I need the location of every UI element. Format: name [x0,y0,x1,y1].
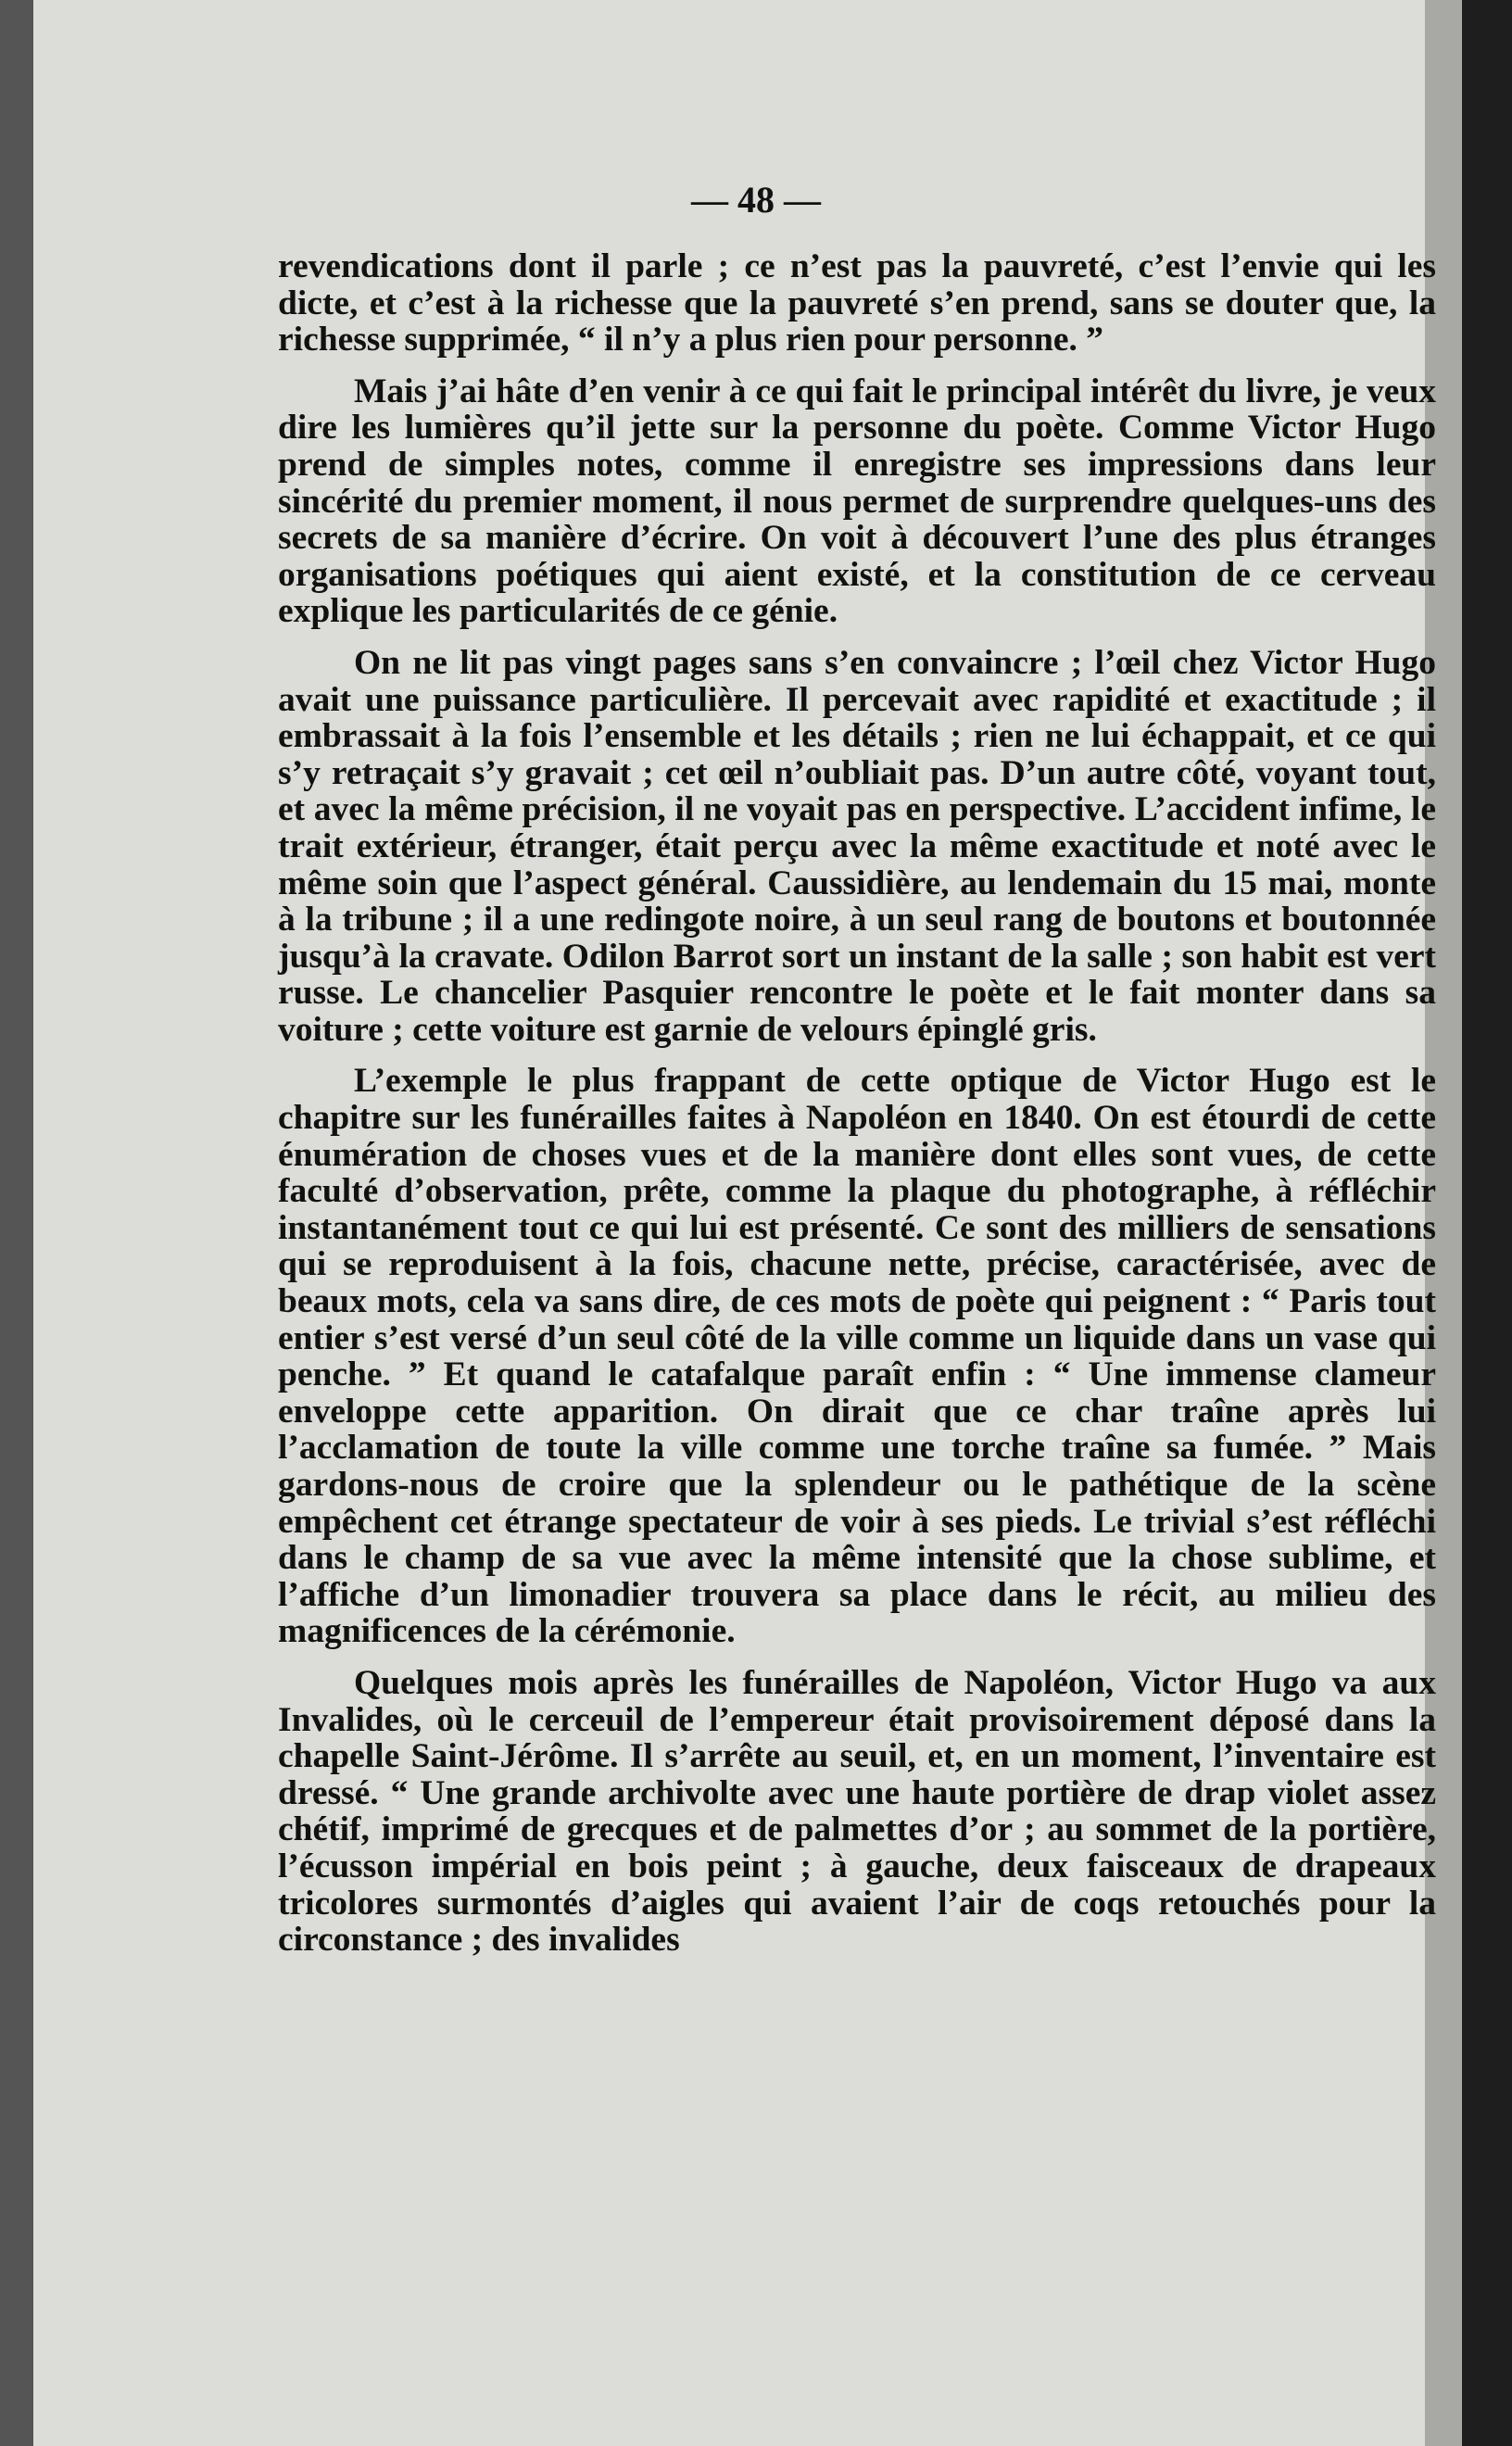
body-text [278,248,1436,1973]
paragraph-2: Mais j’ai hâte d’en venir à ce qui fait le principal intérêt du livre, je veux dire les lumières qu’il jette sur la personne du poète. Comme Victor Hugo prend de simples notes, comme il enregistre ses impressions dans leur sincérité du premier moment, il nous permet de surprendre quelques-uns des secrets de sa manière d’écrire. On voit à découvert l’une des plus étranges organisations poétiques qui aient existé, et la constitution de ce cerveau explique les particularités de ce génie. [278,372,1436,631]
page-number: — 48 — [691,179,821,221]
paragraph-3: On ne lit pas vingt pages sans s’en convaincre ; l’œil chez Victor Hugo avait une puissance particulière. Il percevait avec rapidité et exactitude ; il embrassait à la fois l’ensemble et les détails ; rien ne lui échappait, et ce qui s’y retraçait s’y gravait ; cet œil n’oubliait pas. D’un autre côté, voyant tout, et avec la même précision, il ne voyait pas en perspective. L’accident infime, le trait extérieur, étranger, était perçu avec la même exactitude et noté avec le même soin que l’aspect général. Caussidière, au lendemain du 15 mai, monte à la tribune ; il a une redingote noire, à un seul rang de boutons et boutonnée jusqu’à la cravate. Odilon Barrot sort un instant de la salle ; son habit est vert russe. Le chancelier Pasquier rencontre le poète et le fait monter dans sa voiture ; cette voiture est garnie de velours épinglé gris. [278,643,1436,1049]
paragraph-1: revendications dont il parle ; ce n’est pas la pauvreté, c’est l’envie qui les dicte, et c’est à la richesse que la pauvreté s’en prend, sans se douter que, la richesse supprimée, “ il n’y a plus rien pour personne. ” [278,247,1436,359]
paragraph-4: L’exemple le plus frappant de cette optique de Victor Hugo est le chapitre sur les funérailles faites à Napoléon en 1840. On est étourdi de cette énumération de choses vues et de la manière dont elles sont vues, de cette faculté d’observation, prête, comme la plaque du photographe, à réfléchir instantanément tout ce qui lui est présenté. Ce sont des milliers de sensations qui se reproduisent à la fois, chacune nette, précise, caractérisée, avec de beaux mots, cela va sans dire, de ces mots de poète qui peignent : “ Paris tout entier s’est versé d’un seul côté de la ville comme un liquide dans un vase qui penche. ” Et quand le catafalque paraît enfin : “ Une immense clameur enveloppe cette apparition. On dirait que ce char traîne après lui l’acclamation de toute la ville comme une torche traîne sa fumée. ” Mais gardons-nous de croire que la splendeur ou le pathétique de la scène empêchent cet étrange spectateur de voir à ses pieds. Le trivial s’est réfléchi dans le champ de sa vue avec la même intensité que la chose sublime, et l’affiche d’un limonadier trouvera sa place dans le récit, au milieu des magnificences de la cérémonie. [278,1062,1436,1651]
page-right-shadow [1462,0,1512,2446]
page-left-edge [0,0,33,2446]
paragraph-5: Quelques mois après les funérailles de Napoléon, Victor Hugo va aux Invalides, où le cerceuil de l’empereur était provisoirement déposé dans la chapelle Saint-Jérôme. Il s’arrête au seuil, et, en un moment, l’inventaire est dressé. “ Une grande archivolte avec une haute portière de drap violet assez chétif, imprimé de grecques et de palmettes d’or ; au sommet de la portière, l’écusson impérial en bois peint ; à gauche, deux faisceaux de drapeaux tricolores surmontés d’aigles qui avaient l’air de coqs retouchés pour la circonstance ; des invalides [278,1663,1436,1960]
